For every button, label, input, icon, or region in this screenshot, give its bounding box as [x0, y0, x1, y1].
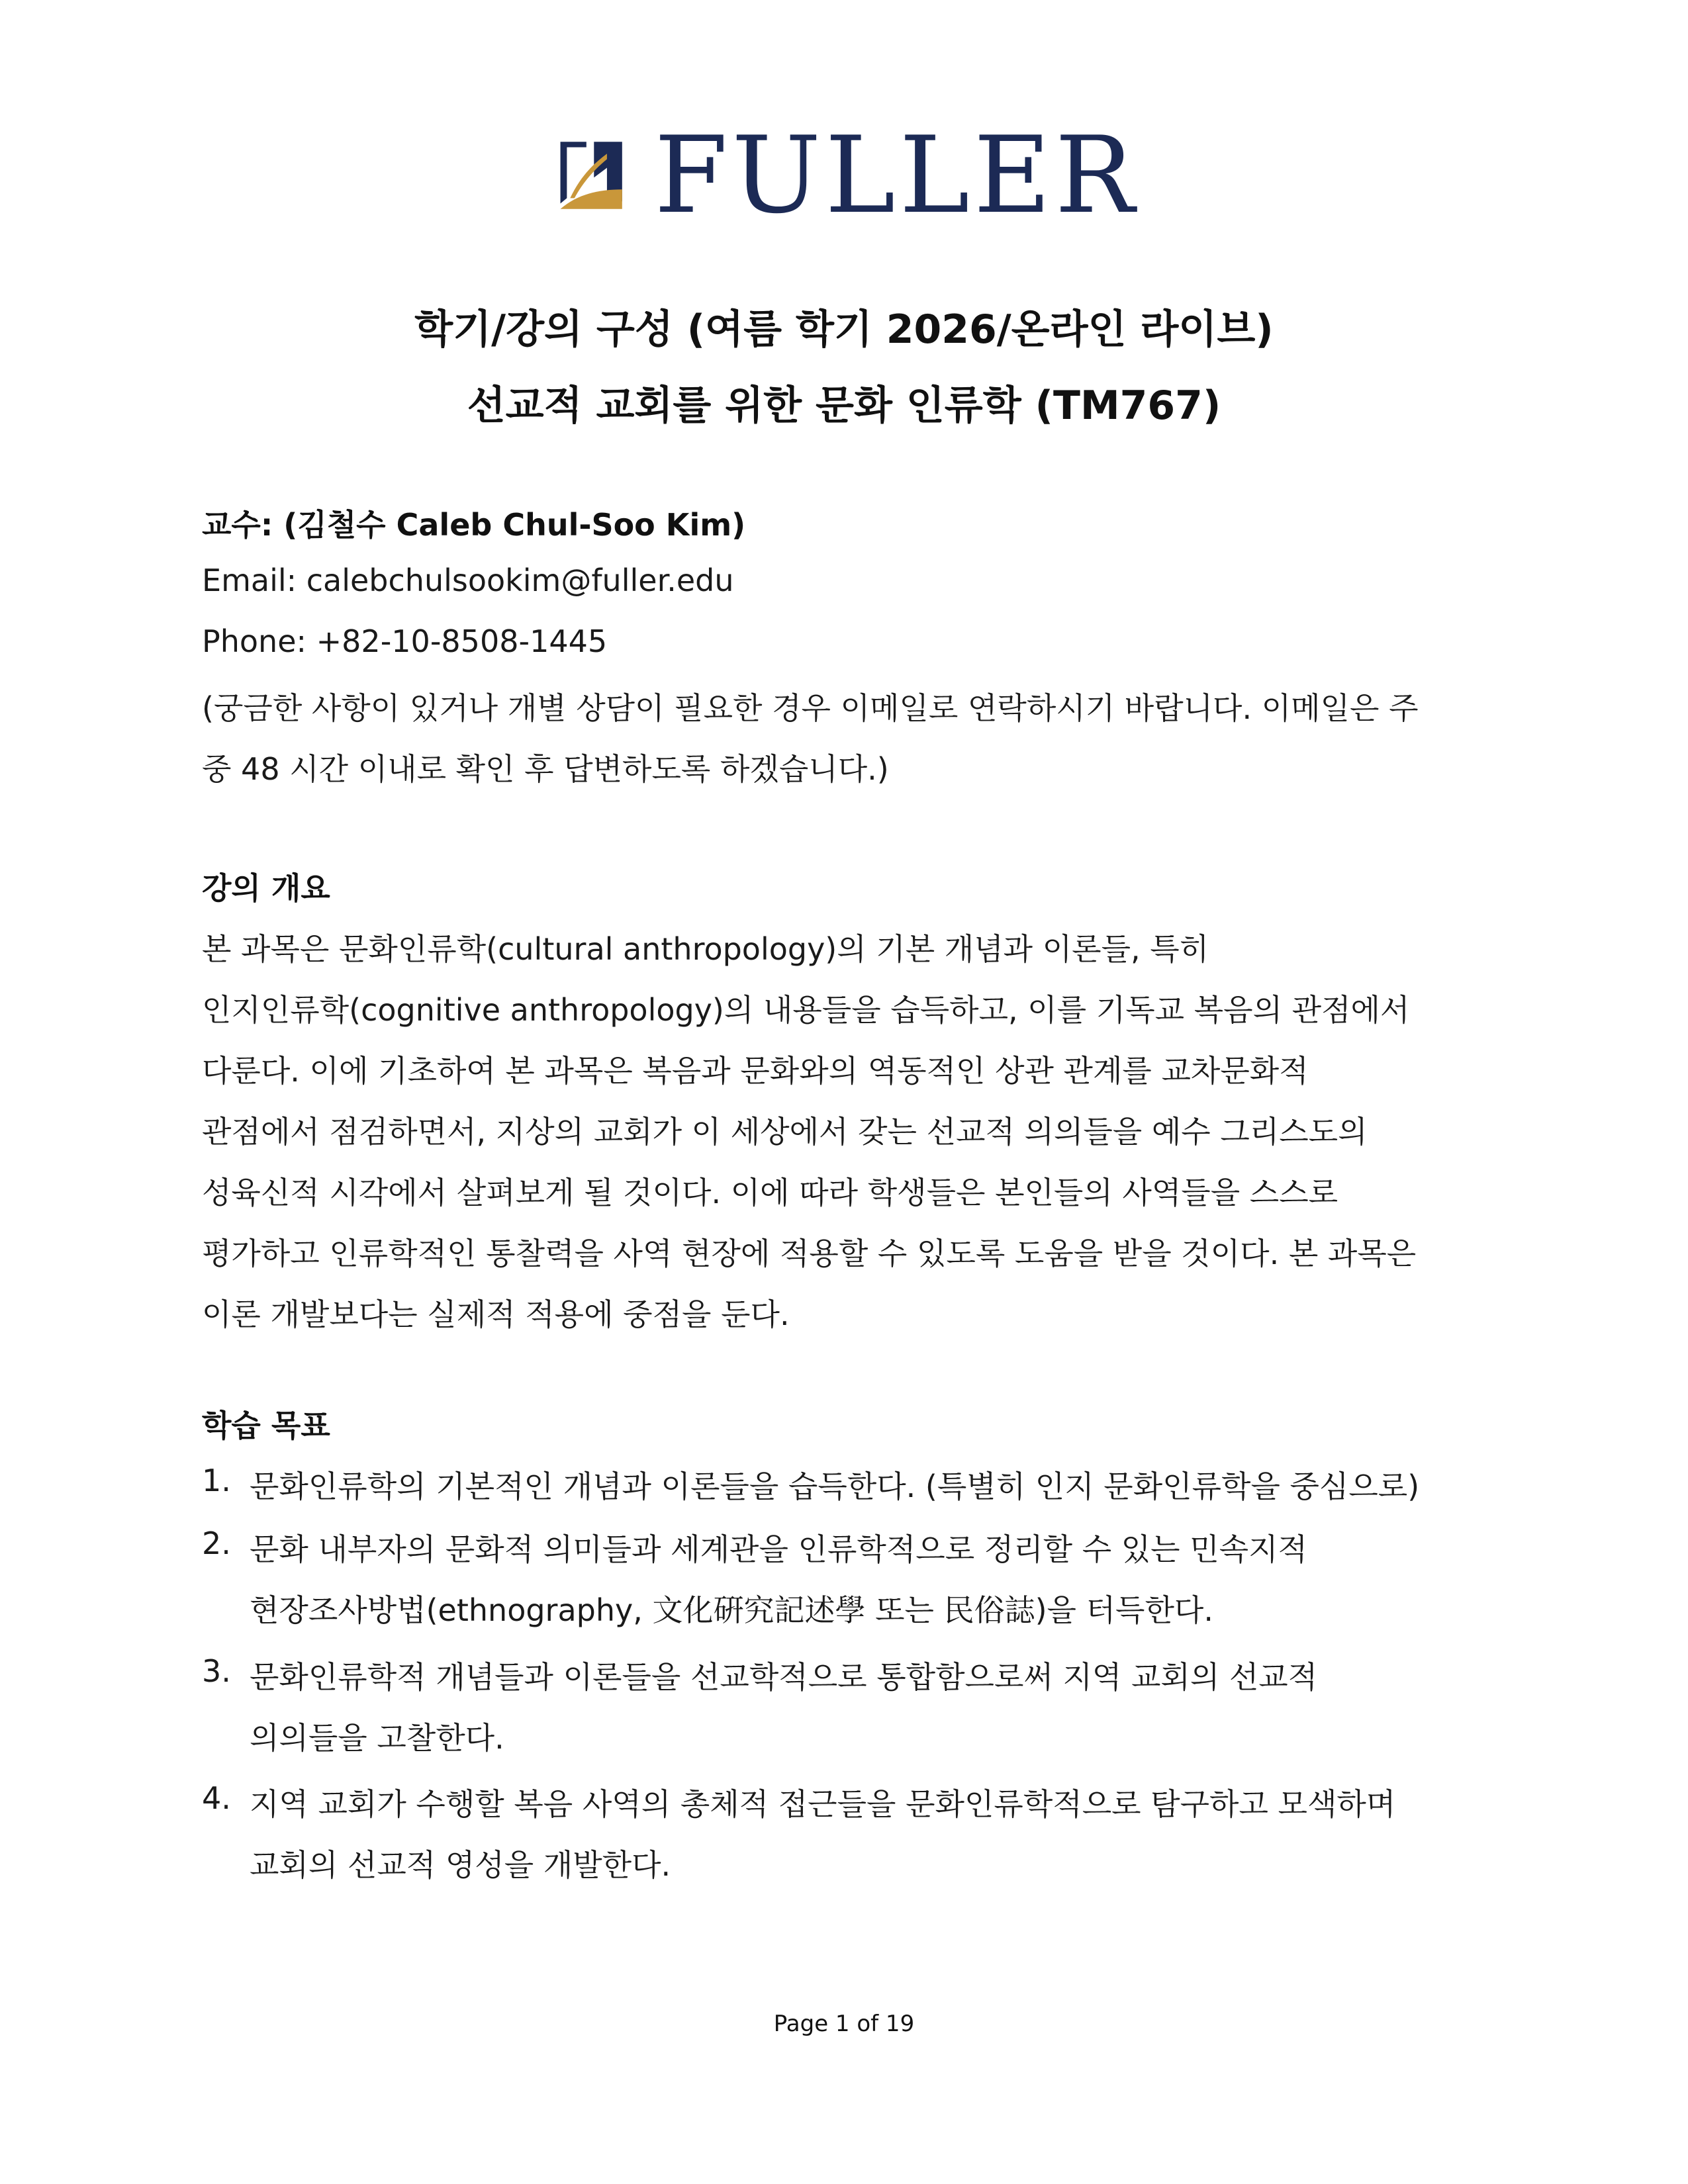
instructor-email: Email: calebchulsookim@fuller.edu	[202, 563, 734, 598]
page-number: Page 1 of 19	[773, 2011, 915, 2037]
instructor-heading: 교수: (김철수 Caleb Chul-Soo Kim)	[202, 507, 746, 543]
page-title-line1: 학기/강의 구성 (여름 학기 2026/온라인 라이브)	[414, 306, 1274, 353]
objective-text: 문화인류학적 개념들과 이론들을 선교학적으로 통합함으로써 지역 교회의 선교적	[250, 1659, 1318, 1695]
objective-number: 4.	[202, 1780, 231, 1816]
objective-text-continued: 의의들을 고찰한다.	[250, 1720, 504, 1756]
contact-note-line: (궁금한 사항이 있거나 개별 상담이 필요한 경우 이메일로 연락하시기 바랍니다. 이메일은 주	[202, 690, 1419, 726]
logo-wordmark: FULLER	[654, 113, 1139, 237]
overview-line: 관점에서 점검하면서, 지상의 교회가 이 세상에서 갖는 선교적 의의들을 예수 그리스도의	[202, 1114, 1368, 1150]
objective-text: 문화 내부자의 문화적 의미들과 세계관을 인류학적으로 정리할 수 있는 민속지적	[250, 1531, 1307, 1567]
instructor-phone: Phone: +82-10-8508-1445	[202, 623, 608, 659]
fuller-logo	[556, 113, 1139, 237]
contact-note-line: 중 48 시간 이내로 확인 후 답변하도록 하겠습니다.)	[202, 751, 889, 787]
overview-line: 성육신적 시각에서 살펴보게 될 것이다. 이에 따라 학생들은 본인들의 사역들을 스스로	[202, 1175, 1338, 1210]
overview-line: 다룬다. 이에 기초하여 본 과목은 복음과 문화와의 역동적인 상관 관계를 교차문화적	[202, 1053, 1309, 1089]
objective-number: 1.	[202, 1463, 231, 1498]
objective-text: 문화인류학의 기본적인 개념과 이론들을 습득한다. (특별히 인지 문화인류학을 중심으로)	[250, 1469, 1420, 1504]
objectives-heading: 학습 목표	[202, 1408, 330, 1443]
overview-line: 평가하고 인류학적인 통찰력을 사역 현장에 적용할 수 있도록 도움을 받을 것이다. 본 과목은	[202, 1236, 1417, 1271]
overview-line: 인지인류학(cognitive anthropology)의 내용들을 습득하고, 이를 기독교 복음의 관점에서	[202, 992, 1410, 1028]
overview-heading: 강의 개요	[202, 870, 330, 906]
overview-line: 이론 개발보다는 실제적 적용에 중점을 둔다.	[202, 1297, 790, 1332]
book-emblem-icon	[556, 129, 626, 222]
objective-number: 3.	[202, 1653, 231, 1689]
objective-text-continued: 교회의 선교적 영성을 개발한다.	[250, 1847, 671, 1883]
objective-text-continued: 현장조사방법(ethnography, 文化硏究記述學 또는 民俗誌)을 터득한다.	[250, 1592, 1213, 1628]
objective-text: 지역 교회가 수행할 복음 사역의 총체적 접근들을 문화인류학적으로 탐구하고 모색하며	[250, 1786, 1396, 1822]
objective-number: 2.	[202, 1525, 231, 1561]
page-title-line2: 선교적 교회를 위한 문화 인류학 (TM767)	[467, 383, 1221, 429]
overview-line: 본 과목은 문화인류학(cultural anthropology)의 기본 개념과 이론들, 특히	[202, 931, 1209, 967]
